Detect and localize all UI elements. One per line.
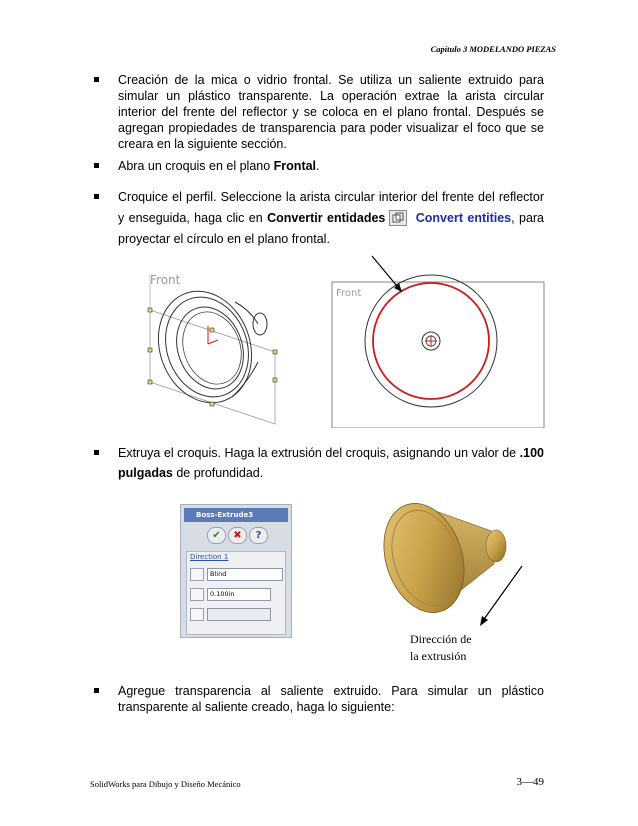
bullet-text: Extruya el croquis. Haga la extrusión del croquis, asignando un valor de — [118, 446, 520, 460]
bullet-mica — [118, 72, 544, 152]
caption-line-2: la extrusión — [410, 649, 467, 663]
extruded-part-render — [376, 492, 536, 632]
handle — [148, 308, 152, 312]
bullet-text: Croquice el perfil. Seleccione la arista circular interior del frente del reflector y enseguida, haga clic en — [118, 190, 544, 225]
direction-arrow — [482, 566, 522, 622]
handle — [148, 348, 152, 352]
bullet-square — [94, 450, 99, 455]
handle — [210, 402, 214, 406]
convert-entities-icon — [389, 210, 407, 226]
part-socket — [486, 530, 506, 562]
bullet-square — [94, 194, 99, 199]
figure-sketch — [140, 252, 550, 428]
boss-extrude-panel — [180, 504, 292, 638]
depth-input[interactable]: 0.100in — [207, 588, 271, 601]
bullet-square — [94, 688, 99, 693]
extrusion-caption — [410, 631, 472, 665]
bullet-blue-link-2: entities — [467, 211, 512, 225]
draft-input[interactable] — [207, 608, 271, 621]
draft-icon[interactable] — [190, 608, 204, 621]
bullet-square — [94, 163, 99, 168]
bullet-transparencia — [118, 683, 544, 715]
plane-label-front: Front — [336, 288, 362, 299]
reverse-direction-icon[interactable] — [190, 568, 204, 581]
bullet-text-end: , para proyectar el círculo en el plano frontal. — [118, 211, 545, 246]
front-plane-outline — [150, 310, 275, 424]
footer-page-number: 3—49 — [516, 776, 544, 788]
reflector-rim — [152, 285, 262, 408]
cancel-x-icon[interactable]: ✖ — [228, 527, 247, 544]
handle — [273, 350, 277, 354]
handle — [273, 378, 277, 382]
bullet-text: Abra un croquis en el plano — [118, 159, 274, 173]
handle — [148, 380, 152, 384]
plane-label-iso: Front — [150, 273, 181, 287]
caption-line-1: Dirección de — [410, 632, 472, 646]
bullet-croquis — [118, 158, 544, 174]
bullet-bold: .100 pulgadas — [118, 446, 544, 480]
bullet-extruya — [118, 443, 544, 483]
end-condition-select[interactable]: Blind — [207, 568, 283, 581]
depth-icon — [190, 588, 204, 601]
bulb-socket — [253, 313, 267, 335]
bullet-text: Creación de la mica o vidrio frontal. Se utiliza un saliente extruido para simular un plástico transparente. La operación extrae la arista circular interior del frente del reflector y se coloca en el plano frontal. Después se agregan propiedades de transparencia para poder visualizar el foco que se creara en la siguiente sección. — [118, 73, 544, 151]
axis-x — [208, 340, 218, 344]
reflector-inner-2 — [173, 304, 251, 393]
bullet-text-end: de profundidad. — [172, 466, 264, 480]
help-icon[interactable]: ? — [249, 527, 268, 544]
handle — [210, 328, 214, 332]
panel-title: Boss-Extrude3 — [184, 508, 288, 522]
footer-book-title: SolidWorks para Dibujo y Diseño Mecánico — [90, 779, 241, 789]
bullet-bold: Frontal — [273, 159, 317, 173]
bullet-text: Agregue transparencia al saliente extruido. Para simular un plástico transparente al saliente creado, haga lo siguiente: — [118, 684, 544, 714]
direction-arrowhead — [480, 616, 488, 626]
bullet-square — [94, 77, 99, 82]
bullet-bold: Convertir entidades — [267, 211, 386, 225]
direction-group — [186, 551, 286, 635]
bullet-text-end: . — [316, 159, 320, 173]
ok-check-icon[interactable]: ✔ — [207, 527, 226, 544]
bullet-blue-link: Convert — [415, 211, 463, 225]
front-view-frame — [332, 282, 544, 428]
bullet-perfil — [118, 187, 544, 250]
page-header: Capítulo 3 MODELANDO PIEZAS — [430, 44, 556, 54]
direction-title: Direction 1 — [190, 553, 229, 561]
